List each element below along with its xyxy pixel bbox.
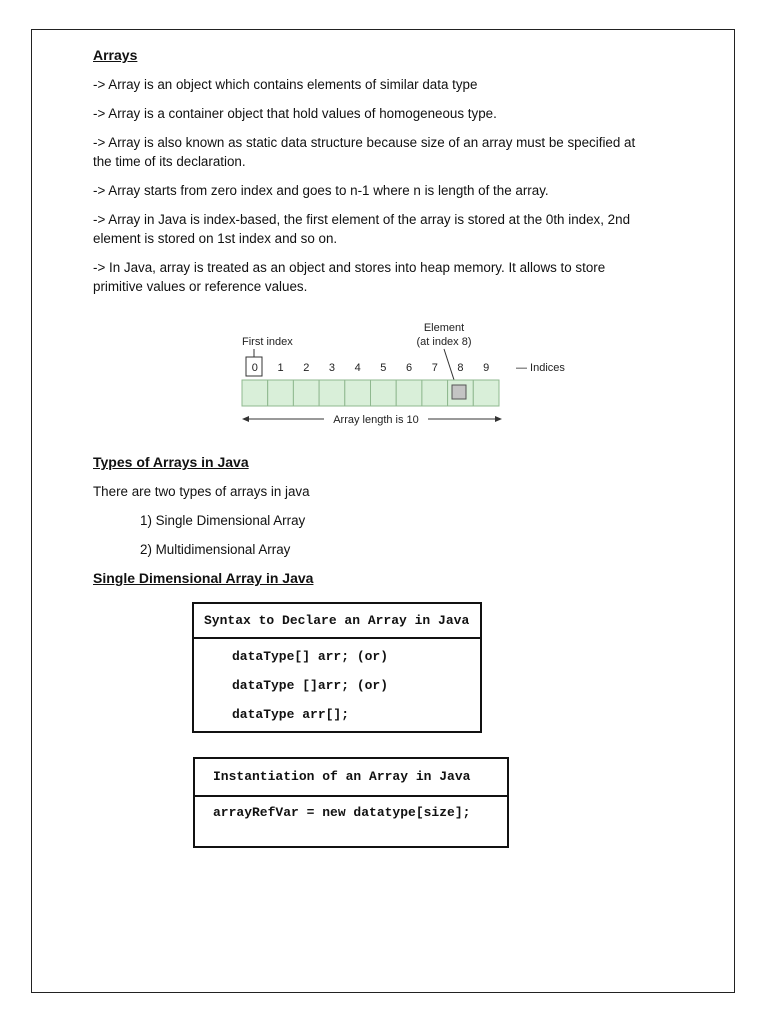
instantiation-box xyxy=(193,757,509,848)
point-3 xyxy=(93,133,668,171)
first-index-label: First index xyxy=(242,336,293,348)
document-body xyxy=(93,45,668,296)
types-heading: Types of Arrays in Java xyxy=(93,454,249,470)
element-label-line2: (at index 8) xyxy=(416,336,472,348)
syntax-line-1: dataType[] arr; (or) xyxy=(232,649,389,664)
type-item-2: 2) Multidimensional Array xyxy=(140,542,291,557)
array-cell xyxy=(268,380,294,406)
indices-label: — Indices xyxy=(516,362,565,374)
point-3-line-1: -> Array is also known as static data structure because size of an array must be specified at xyxy=(93,135,636,150)
index-label: 1 xyxy=(277,362,284,374)
point-6 xyxy=(93,258,668,296)
syntax-box xyxy=(192,602,482,733)
array-diagram xyxy=(236,316,566,436)
array-cell xyxy=(422,380,448,406)
index-label: 6 xyxy=(405,362,413,374)
point-2: -> Array is a container object that hold values of homogeneous type. xyxy=(93,106,497,121)
instantiation-box-title: Instantiation of an Array in Java xyxy=(195,759,507,797)
point-6-line-2: primitive values or reference values. xyxy=(93,279,308,294)
point-5-line-1: -> Array in Java is index-based, the first element of the array is stored at the 0th index, 2nd xyxy=(93,212,631,227)
array-cell xyxy=(293,380,319,406)
syntax-line-2: dataType []arr; (or) xyxy=(232,678,389,693)
element-marker xyxy=(452,385,466,399)
type-item-1: 1) Single Dimensional Array xyxy=(140,513,306,528)
index-label: 2 xyxy=(303,362,310,374)
array-cell xyxy=(473,380,499,406)
instantiation-line: arrayRefVar = new datatype[size]; xyxy=(213,805,471,820)
array-cell xyxy=(396,380,422,406)
point-4: -> Array starts from zero index and goes to n-1 where n is length of the array. xyxy=(93,183,549,198)
array-cell xyxy=(319,380,345,406)
point-6-line-1: -> In Java, array is treated as an object and stores into heap memory. It allows to store xyxy=(93,260,606,275)
syntax-line-3: dataType arr[]; xyxy=(232,707,350,722)
point-1: -> Array is an object which contains elements of similar data type xyxy=(93,77,478,92)
element-label-line1: Element xyxy=(423,322,465,334)
index-label: 8 xyxy=(457,362,464,374)
length-label: Array length is 10 xyxy=(333,414,419,426)
types-intro: There are two types of arrays in java xyxy=(93,484,310,499)
array-cell xyxy=(345,380,371,406)
point-5 xyxy=(93,210,668,248)
index-labels xyxy=(252,362,489,374)
array-cell xyxy=(242,380,268,406)
syntax-box-title: Syntax to Declare an Array in Java xyxy=(194,604,480,639)
index-label: 0 xyxy=(251,362,258,374)
point-5-line-2: element is stored on 1st index and so on. xyxy=(93,231,338,246)
index-label: 3 xyxy=(328,362,336,374)
index-label: 7 xyxy=(431,362,438,374)
point-3-line-2: the time of its declaration. xyxy=(93,154,246,169)
index-label: 9 xyxy=(483,362,490,374)
arrays-heading: Arrays xyxy=(93,47,138,63)
single-dim-heading: Single Dimensional Array in Java xyxy=(93,570,314,586)
index-label: 4 xyxy=(354,362,361,374)
index-label: 5 xyxy=(380,362,387,374)
array-cell xyxy=(371,380,397,406)
